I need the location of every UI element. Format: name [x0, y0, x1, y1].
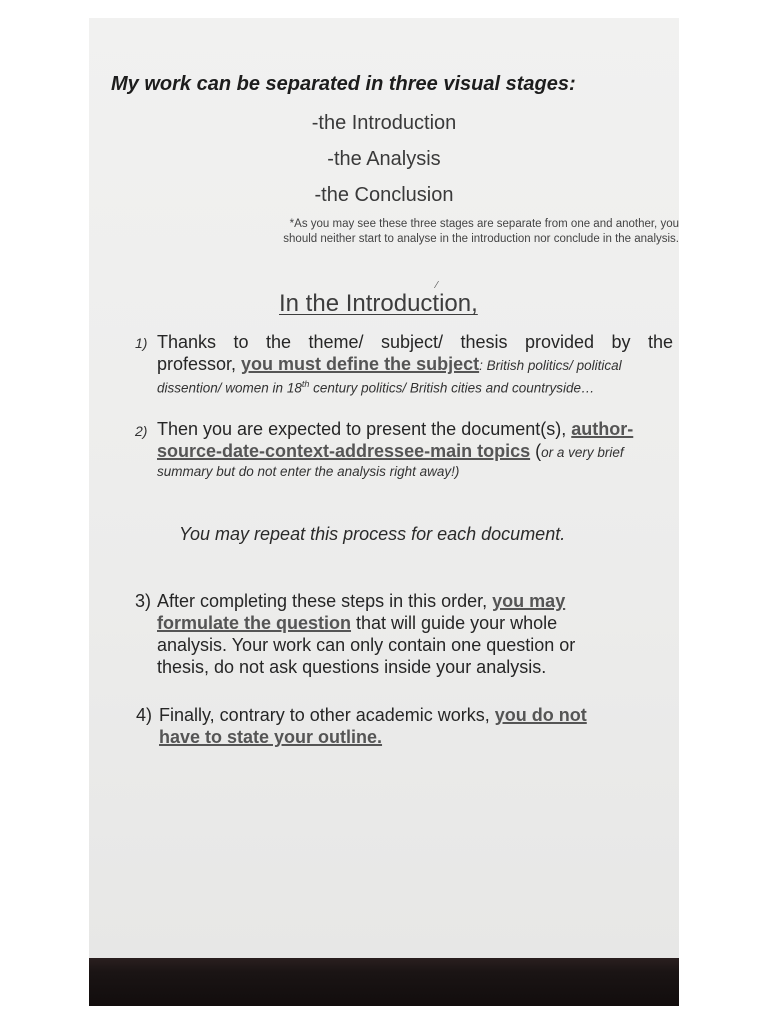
stage-analysis: -the Analysis [327, 148, 441, 170]
item-3 [157, 590, 637, 678]
item-2-paren: ( [530, 441, 542, 461]
item-3-line-2 [157, 612, 637, 634]
item-1-number: 1) [135, 335, 148, 351]
item-2-line-1-prefix: Then you are expected to present the document(s), [157, 419, 572, 439]
item-2-line-3: summary but do not enter the analysis right away!) [157, 464, 460, 479]
item-4-line-2 [159, 726, 639, 748]
stages-note-line-1: *As you may see these three stages are separate from one and another, you [289, 218, 679, 230]
item-3-emphasis-1: you may [492, 591, 566, 611]
item-2-line-1 [157, 418, 677, 440]
stages-note [239, 217, 679, 247]
stages-note-line-2: should neither start to analyse in the introduction nor conclude in the analysis. [283, 233, 679, 245]
item-1 [157, 331, 673, 398]
item-2-number: 2) [135, 423, 148, 439]
item-3-number: 3) [135, 591, 152, 611]
item-4-line-1-prefix: Finally, contrary to other academic works, [159, 705, 495, 725]
item-1-line-3-pre: dissention/ women in 18 [157, 380, 302, 396]
page-heading: My work can be separated in three visual stages: [111, 73, 576, 95]
photo-frame [89, 18, 679, 1006]
item-4-number: 4) [136, 705, 153, 725]
item-1-emphasis: you must define the subject [241, 354, 480, 374]
stage-introduction: -the Introduction [311, 112, 457, 134]
item-1-line-3-sup: th [301, 379, 310, 389]
item-4-emphasis-2: have to state your outline. [159, 727, 383, 747]
item-2-emphasis-2: source-date-context-addressee-main topics [157, 441, 531, 461]
item-1-line-1: Thanks to the theme/ subject/ thesis provided by the [157, 332, 673, 352]
item-2-emphasis-1: author- [571, 419, 634, 439]
item-3-line-3: analysis. Your work can only contain one question or [157, 635, 576, 655]
paper-sheet [89, 18, 679, 958]
item-2 [157, 418, 677, 481]
table-edge [89, 958, 679, 1006]
item-1-line-3-post: century politics/ British cities and countryside… [309, 380, 595, 396]
item-4-emphasis-1: you do not [494, 705, 587, 725]
item-1-line-2-suffix: : British politics/ political [479, 358, 622, 373]
section-title: In the Introduction, [279, 290, 478, 317]
item-4-line-1 [159, 704, 639, 726]
stage-conclusion: -the Conclusion [314, 184, 454, 206]
item-1-line-2 [157, 353, 673, 375]
item-1-line-3 [157, 375, 673, 398]
item-3-line-1 [157, 590, 637, 612]
item-3-emphasis-2: formulate the question [157, 613, 352, 633]
item-4 [159, 704, 639, 748]
item-3-line-4: thesis, do not ask questions inside your analysis. [157, 657, 547, 677]
item-3-line-2-suffix: that will guide your whole [351, 613, 558, 633]
item-2-line-2 [157, 440, 677, 462]
item-2-line-2-suffix: or a very brief [541, 445, 624, 460]
stray-mark: ⁄ [436, 280, 438, 291]
item-1-line-2-prefix: professor, [157, 354, 242, 374]
repeat-note: You may repeat this process for each document. [179, 524, 566, 544]
item-3-line-1-prefix: After completing these steps in this order, [157, 591, 493, 611]
